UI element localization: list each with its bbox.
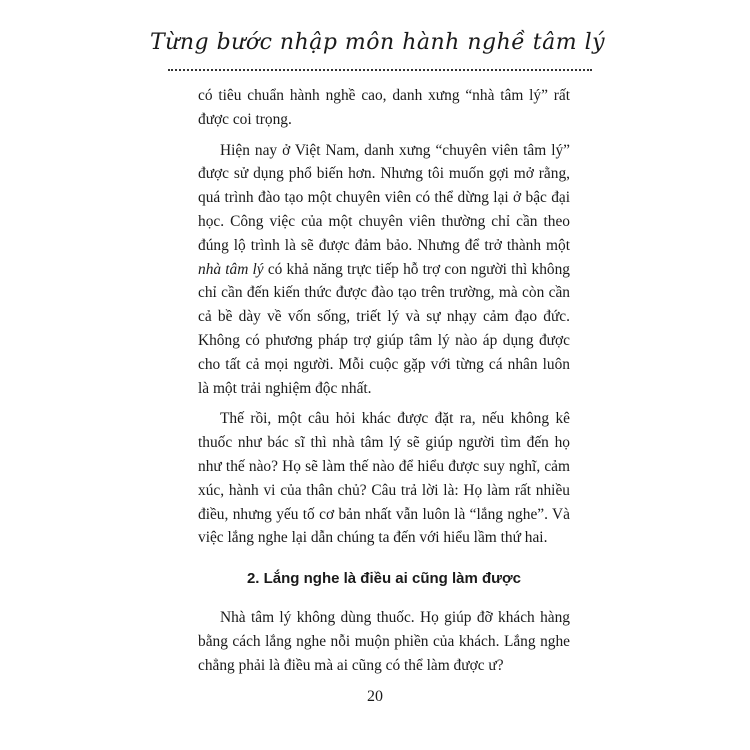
emphasis-text: nhà tâm lý xyxy=(198,260,264,278)
paragraph-vietnam-title xyxy=(198,139,570,401)
running-header-title: Từng bước nhập môn hành nghề tâm lý xyxy=(150,30,606,55)
section-heading: 2. Lắng nghe là điều ai cũng làm được xyxy=(246,570,522,588)
header-dotted-rule xyxy=(168,69,592,71)
page-number: 20 xyxy=(367,688,383,705)
paragraph-text: có khả năng trực tiếp hỗ trợ con người thì không chỉ cần đến kiến thức được đào tạo trên trường, mà còn cần cả bề dày về vốn sống, triết lý và sự nhạy cảm đạo đức. Không có phương pháp trợ giúp tâm lý nào áp dụng được cho tất cả mọi người. Mỗi cuộc gặp với từng cá nhân luôn là một trải nghiệm độc nhất. xyxy=(198,260,570,397)
paragraph-continuation: có tiêu chuẩn hành nghề cao, danh xưng “nhà tâm lý” rất được coi trọng. xyxy=(198,87,570,128)
paragraph-question: Thế rồi, một câu hỏi khác được đặt ra, nếu không kê thuốc như bác sĩ thì nhà tâm lý sẽ giúp người tìm đến họ như thế nào? Họ sẽ làm thế nào để hiểu được suy nghĩ, cảm xúc, hành vi của thân chủ? Câu trả lời là: Họ làm rất nhiều điều, nhưng yếu tố cơ bản nhất vẫn luôn là “lắng nghe”. Và việc lắng nghe lại dẫn chúng ta đến với hiểu lầm thứ hai. xyxy=(198,410,570,547)
body-text xyxy=(198,84,570,685)
paragraph-listening: Nhà tâm lý không dùng thuốc. Họ giúp đỡ khách hàng bằng cách lắng nghe nỗi muộn phiền của khách. Lắng nghe chẳng phải là điều mà ai cũng có thể làm được ư? xyxy=(198,609,570,674)
paragraph-text: Hiện nay ở Việt Nam, danh xưng “chuyên viên tâm lý” được sử dụng phổ biến hơn. Nhưng tôi muốn gợi mở rằng, quá trình đào tạo một chuyên viên có thể dừng lại ở bậc đại học. Công việc của một chuyên viên thường chỉ cần theo đúng lộ trình là sẽ được đảm bảo. Nhưng để trở thành một xyxy=(198,141,570,254)
